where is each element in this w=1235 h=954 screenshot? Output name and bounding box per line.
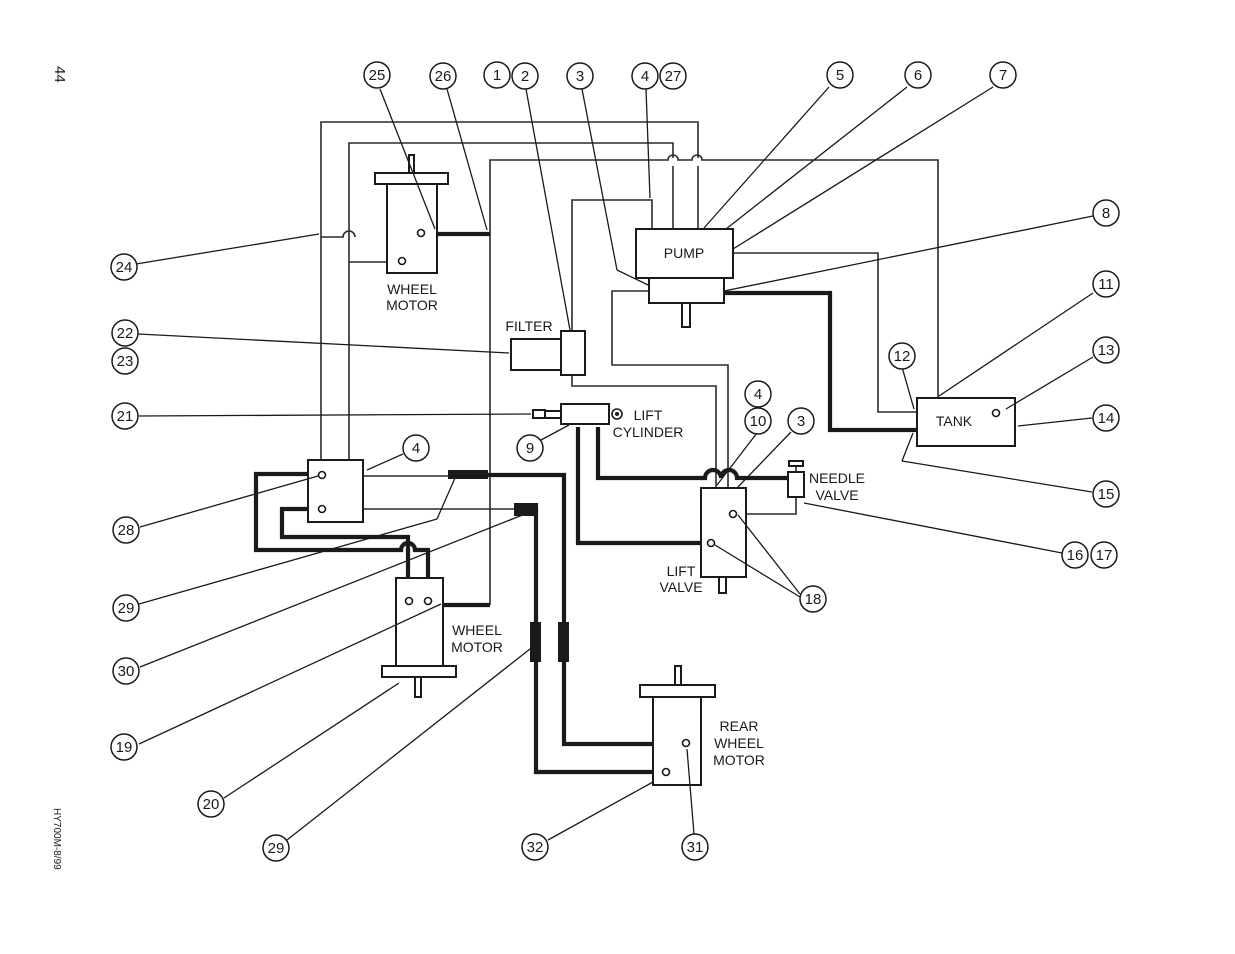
svg-text:16: 16	[1066, 547, 1084, 564]
control-valve	[308, 460, 363, 522]
svg-text:15: 15	[1097, 486, 1115, 503]
svg-text:24: 24	[115, 259, 133, 276]
callout-29-upper	[113, 595, 139, 621]
svg-text:8: 8	[1101, 205, 1111, 222]
svg-text:12: 12	[893, 348, 911, 365]
callout-5	[827, 62, 853, 88]
coupling-rear-left	[530, 622, 541, 662]
rear-wheel-motor-label-2: WHEEL	[714, 735, 764, 751]
callout-13	[1093, 337, 1119, 363]
callout-31	[682, 834, 708, 860]
svg-text:4: 4	[411, 440, 421, 457]
svg-text:27: 27	[664, 68, 682, 85]
svg-text:7: 7	[998, 67, 1008, 84]
svg-text:4: 4	[640, 68, 650, 85]
svg-text:30: 30	[117, 663, 135, 680]
svg-text:3: 3	[575, 68, 585, 85]
callout-29-lower	[263, 835, 289, 861]
callout-24	[111, 254, 137, 280]
svg-text:4: 4	[753, 386, 763, 403]
svg-text:2: 2	[520, 68, 530, 85]
svg-text:20: 20	[202, 796, 220, 813]
wheel-motor-left-label-2: MOTOR	[451, 639, 503, 655]
svg-text:11: 11	[1098, 276, 1114, 293]
svg-text:18: 18	[804, 591, 822, 608]
callout-15	[1093, 481, 1119, 507]
svg-text:9: 9	[525, 440, 535, 457]
svg-text:32: 32	[526, 839, 544, 856]
page-number: 44	[51, 66, 68, 83]
svg-text:23: 23	[116, 353, 134, 370]
filter	[505, 318, 585, 375]
wheel-motor-left-label-1: WHEEL	[452, 622, 502, 638]
callout-26	[430, 63, 456, 89]
callout-19	[111, 734, 137, 760]
rear-wheel-motor	[640, 666, 765, 785]
lift-valve-label-1: LIFT	[666, 563, 696, 579]
lift-cylinder-label-1: LIFT	[633, 407, 663, 423]
svg-text:22: 22	[116, 325, 134, 342]
coupling-rear-right	[558, 622, 569, 662]
svg-text:3: 3	[796, 413, 806, 430]
callout-18	[800, 586, 826, 612]
callout-21	[112, 403, 138, 429]
wheel-motor-left	[382, 578, 503, 697]
callout-20	[198, 791, 224, 817]
filter-label: FILTER	[505, 318, 553, 334]
callout-28	[113, 517, 139, 543]
callout-9	[517, 435, 543, 461]
callout-1	[484, 62, 510, 88]
wheel-motor-top	[375, 155, 448, 313]
callout-7	[990, 62, 1016, 88]
needle-valve-label-2: VALVE	[815, 487, 859, 503]
callout-12	[889, 343, 915, 369]
svg-text:14: 14	[1097, 410, 1115, 427]
hose-cross-hop	[321, 231, 355, 237]
callout-32	[522, 834, 548, 860]
callout-6	[905, 62, 931, 88]
lift-cylinder-label-2: CYLINDER	[612, 424, 684, 440]
svg-text:10: 10	[749, 413, 767, 430]
callout-3-top	[567, 63, 593, 89]
svg-text:6: 6	[913, 67, 923, 84]
callout-30	[113, 658, 139, 684]
callout-2	[512, 63, 538, 89]
svg-text:28: 28	[117, 522, 135, 539]
callout-4-left	[403, 435, 429, 461]
rear-wheel-motor-label-1: REAR	[719, 718, 759, 734]
wheel-motor-top-label-1: WHEEL	[387, 281, 437, 297]
callout-16	[1062, 542, 1088, 568]
needle-valve-label-1: NEEDLE	[808, 470, 866, 486]
svg-text:17: 17	[1095, 547, 1113, 564]
callout-25	[364, 62, 390, 88]
callout-4-top	[632, 63, 658, 89]
hose-to-rear-motor-upper	[452, 475, 686, 744]
tank	[917, 398, 1015, 446]
callout-27	[660, 63, 686, 89]
svg-text:29: 29	[117, 600, 135, 617]
callout-8	[1093, 200, 1119, 226]
callout-4-mid	[745, 381, 771, 407]
svg-text:19: 19	[115, 739, 133, 756]
needle-valve	[788, 461, 865, 503]
callout-14	[1093, 405, 1119, 431]
wheel-motor-top-label-2: MOTOR	[386, 297, 438, 313]
hose-pump-to-valve	[612, 291, 728, 488]
tank-label: TANK	[935, 413, 973, 429]
callout-23	[112, 348, 138, 374]
svg-text:25: 25	[368, 67, 386, 84]
lift-cylinder	[533, 404, 683, 440]
svg-text:1: 1	[492, 67, 502, 84]
callout-11	[1093, 271, 1119, 297]
document-code: HY700M-8/99	[51, 808, 62, 870]
callout-17	[1091, 542, 1117, 568]
svg-text:26: 26	[434, 68, 452, 85]
callout-10	[745, 408, 771, 434]
callout-22	[112, 320, 138, 346]
svg-text:5: 5	[835, 67, 845, 84]
svg-text:31: 31	[686, 839, 704, 856]
coupling-upper	[448, 470, 488, 479]
svg-text:21: 21	[116, 408, 134, 425]
pump	[636, 229, 733, 327]
svg-text:13: 13	[1097, 342, 1115, 359]
lift-valve-label-2: VALVE	[659, 579, 703, 595]
rear-wheel-motor-label-3: MOTOR	[713, 752, 765, 768]
svg-text:29: 29	[267, 840, 285, 857]
pump-label: PUMP	[663, 245, 705, 261]
coupling-elbow	[514, 503, 538, 516]
callout-3-mid	[788, 408, 814, 434]
